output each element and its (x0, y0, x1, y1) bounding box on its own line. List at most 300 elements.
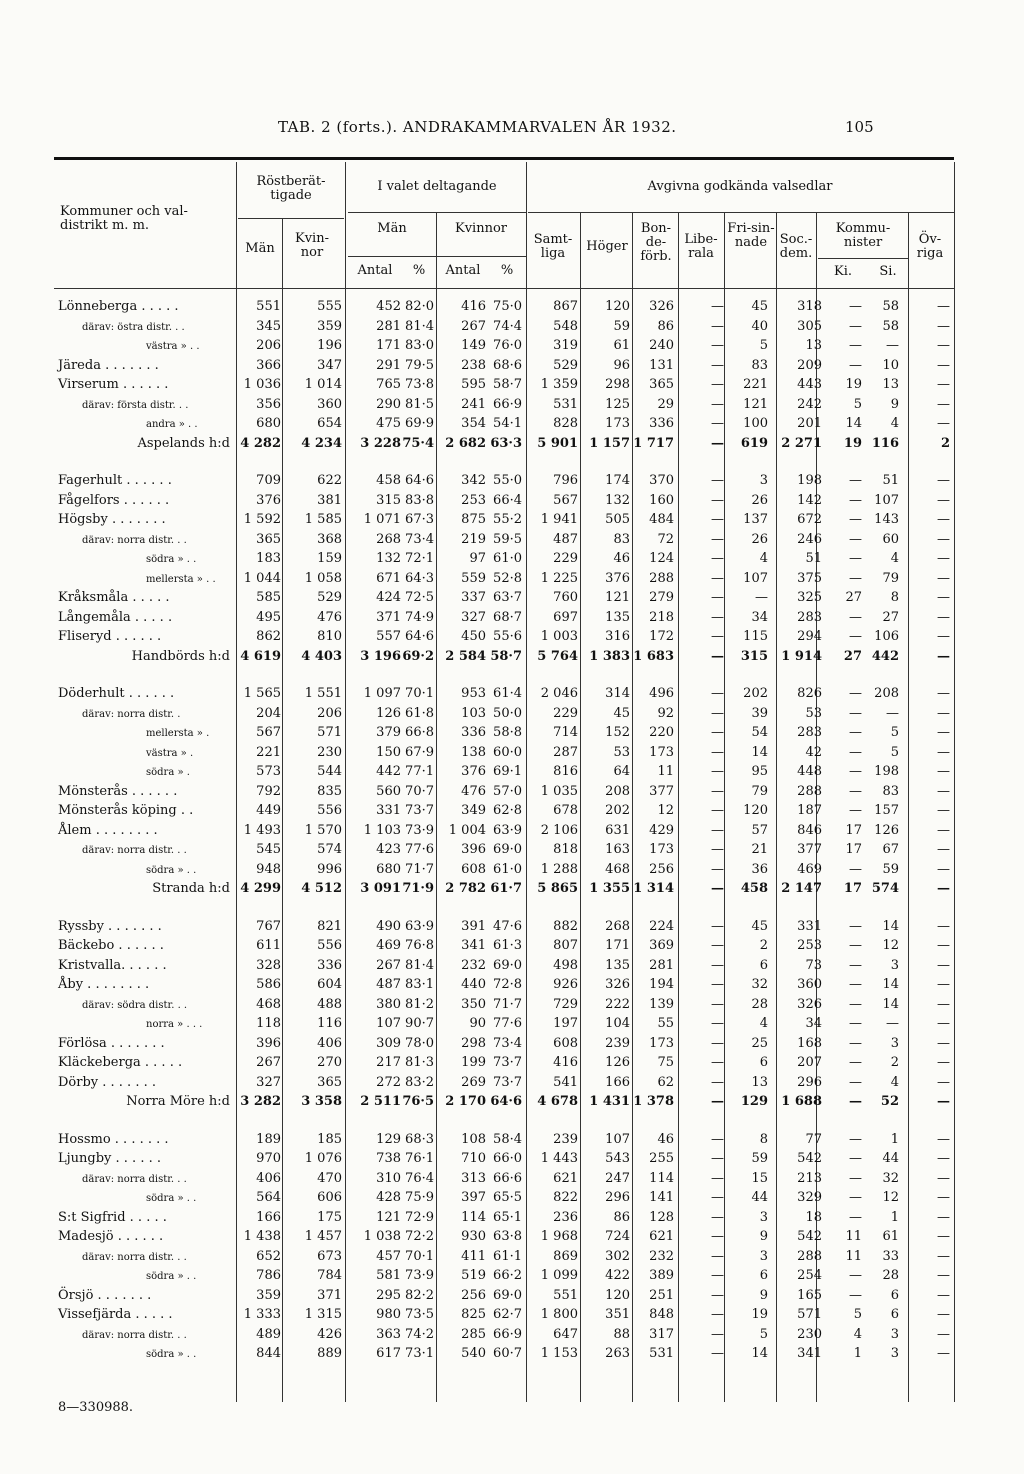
cell-value: — (937, 590, 950, 605)
cell-value: 574 (871, 881, 899, 896)
cell-value: 60·0 (493, 744, 522, 760)
cell-value: — (711, 803, 724, 818)
cell-value: 86 (613, 1209, 630, 1225)
cell-value: — (849, 1190, 862, 1205)
cell-value: 581 (376, 1268, 401, 1283)
cell-value: 2 (759, 938, 768, 953)
cell-value: 283 (797, 609, 822, 625)
cell-value: 365 (256, 531, 281, 547)
cell-value: 103 (461, 705, 486, 721)
group-spacer (54, 453, 954, 471)
cell-value: 13 (805, 338, 822, 353)
cell-value: 68·7 (493, 609, 522, 625)
cell-value: 10 (882, 357, 899, 373)
cell-value: 1 071 (363, 512, 401, 527)
cell-value: — (711, 977, 724, 992)
cell-value: 270 (317, 1055, 342, 1070)
cell-value: — (711, 1131, 724, 1147)
cell-value: 165 (797, 1287, 822, 1303)
cell-value: — (711, 686, 724, 701)
cell-value: 115 (743, 629, 768, 644)
row-label: södra » . . (146, 864, 197, 876)
row-label: Handbörds h:d (131, 648, 230, 664)
cell-value: 66·4 (493, 492, 522, 508)
cell-value: 124 (649, 551, 674, 566)
cell-value: — (711, 783, 724, 799)
cell-value: 341 (461, 938, 486, 953)
cell-value: 487 (376, 977, 401, 992)
cell-value: 279 (649, 590, 674, 605)
table-row (54, 1325, 954, 1345)
cell-value: 55·0 (493, 473, 522, 488)
table-row (54, 723, 954, 743)
cell-value: 65·1 (493, 1209, 522, 1225)
cell-value: — (937, 918, 950, 934)
cell-value: 828 (553, 416, 578, 431)
cell-value: 4 512 (301, 881, 342, 896)
cell-value: 1 717 (633, 435, 674, 451)
cell-value: — (711, 299, 724, 314)
cell-value: 1 153 (540, 1346, 578, 1361)
cell-value: 559 (461, 570, 486, 586)
row-label: Madesjö . . . . . . (58, 1229, 164, 1244)
cell-value: — (711, 1346, 724, 1361)
cell-value: 1 443 (540, 1151, 578, 1166)
cell-value: 171 (376, 338, 401, 353)
cell-value: — (711, 1170, 724, 1186)
row-label: Norra Möre h:d (126, 1094, 230, 1109)
cell-value: 77·6 (493, 1016, 522, 1031)
cell-value: 224 (649, 918, 674, 934)
cell-value: 327 (256, 1074, 281, 1090)
cell-value: — (849, 357, 862, 373)
cell-value: 555 (317, 299, 342, 314)
row-label: Långemåla . . . . . (58, 609, 173, 625)
cell-value: 206 (256, 338, 281, 353)
cell-value: 126 (874, 822, 899, 838)
cell-value: 1 014 (304, 377, 342, 392)
cell-value: — (937, 551, 950, 566)
table-row (54, 743, 954, 763)
cell-value: 848 (649, 1307, 674, 1322)
row-label: därav: norra distr. . . (82, 1173, 187, 1185)
cell-value: 54 (751, 725, 768, 740)
row-label: därav: norra distr. . . (82, 1329, 187, 1341)
cell-value: 345 (256, 318, 281, 334)
cell-value: 57 (751, 822, 768, 838)
cell-value: 2 271 (781, 435, 822, 451)
table-row (54, 588, 954, 608)
cell-value: 470 (317, 1170, 342, 1186)
cell-value: 74·4 (493, 318, 522, 334)
cell-value: 296 (605, 1190, 630, 1205)
cell-value: — (937, 1190, 950, 1205)
cell-value: 564 (256, 1190, 281, 1205)
cell-value: — (886, 1016, 899, 1031)
cell-value: — (755, 590, 768, 605)
cell-value: 79·5 (405, 357, 434, 373)
cell-value: 107 (743, 570, 768, 586)
cell-value: 90 (469, 1016, 486, 1031)
cell-value: 283 (797, 725, 822, 740)
cell-value: 396 (256, 1035, 281, 1051)
cell-value: 160 (649, 492, 674, 508)
cell-value: 498 (553, 957, 578, 973)
cell-value: — (937, 1209, 950, 1225)
cell-value: 476 (461, 783, 486, 799)
cell-value: 95 (751, 764, 768, 779)
cell-value: 25 (751, 1035, 768, 1051)
cell-value: — (937, 957, 950, 973)
col-samtliga: Samt-liga (533, 232, 573, 261)
cell-value: 71·9 (402, 881, 434, 896)
cell-value: 710 (461, 1151, 486, 1166)
group-spacer (54, 666, 954, 684)
cell-value: 371 (376, 609, 401, 625)
cell-value: 72·1 (405, 551, 434, 566)
cell-value: 76·8 (405, 938, 434, 953)
cell-value: — (849, 1055, 862, 1070)
cell-value: 621 (553, 1170, 578, 1186)
cell-value: 269 (461, 1074, 486, 1090)
cell-value: 1 914 (781, 648, 822, 664)
table-row (54, 1266, 954, 1286)
cell-value: 241 (461, 396, 486, 412)
cell-value: — (937, 1094, 950, 1109)
cell-value: — (937, 531, 950, 547)
cell-value: 397 (461, 1190, 486, 1205)
table-row (54, 336, 954, 356)
cell-value: 114 (649, 1170, 674, 1186)
row-label: Förlösa . . . . . . . (58, 1035, 165, 1051)
cell-value: 4 299 (240, 881, 281, 896)
cell-value: 376 (256, 492, 281, 508)
group-spacer (54, 1112, 954, 1130)
cell-value: 12 (882, 938, 899, 953)
cell-value: 120 (743, 803, 768, 818)
table-row (54, 995, 954, 1015)
cell-value: — (937, 357, 950, 373)
cell-value: 17 (845, 842, 862, 857)
cell-value: — (937, 861, 950, 877)
row-label: södra » . . (146, 1349, 197, 1360)
col-pct-man: % (412, 263, 426, 278)
table-row (54, 975, 954, 995)
cell-value: 315 (376, 492, 401, 508)
cell-value: — (711, 842, 724, 857)
row-label: Ljungby . . . . . . (58, 1151, 161, 1166)
cell-value: — (849, 705, 862, 721)
cell-value: 129 (376, 1131, 401, 1147)
cell-value: 121 (743, 396, 768, 412)
cell-value: 65·5 (493, 1190, 522, 1205)
row-label: därav: norra distr. . . (82, 845, 187, 856)
cell-value: 39 (751, 705, 768, 721)
cell-value: 970 (256, 1151, 281, 1166)
cell-value: 315 (740, 648, 768, 664)
cell-value: 449 (256, 803, 281, 818)
cell-value: 1 225 (540, 570, 578, 586)
cell-value: 69·0 (493, 842, 522, 857)
cell-value: 1 968 (540, 1229, 578, 1244)
cell-value: 556 (317, 938, 342, 953)
col-del-kvinnor: Kvinnor (455, 221, 507, 236)
cell-value: — (937, 377, 950, 392)
cell-value: 608 (553, 1035, 578, 1051)
cell-value: 19 (845, 377, 862, 392)
cell-value: 294 (797, 629, 822, 644)
cell-value: — (849, 473, 862, 488)
cell-value: 724 (605, 1229, 630, 1244)
cell-value: — (937, 492, 950, 508)
row-label: Ryssby . . . . . . . (58, 918, 162, 934)
cell-value: 46 (613, 551, 630, 566)
cell-value: 81·4 (405, 318, 434, 334)
cell-value: 75·4 (402, 435, 434, 451)
cell-value: — (849, 918, 862, 934)
cell-value: 209 (797, 357, 822, 373)
cell-value: 5 (890, 725, 899, 740)
cell-value: 457 (376, 1248, 401, 1264)
cell-value: 423 (376, 842, 401, 857)
cell-value: 59 (613, 318, 630, 334)
cell-value: 204 (256, 705, 281, 721)
cell-value: 83·2 (405, 1074, 434, 1090)
cell-value: — (937, 473, 950, 488)
cell-value: 379 (376, 725, 401, 740)
cell-value: 1 551 (304, 686, 342, 701)
cell-value: 729 (553, 996, 578, 1012)
cell-value: 60 (882, 531, 899, 547)
cell-value: — (711, 473, 724, 488)
cell-value: — (849, 744, 862, 760)
col-rule (954, 162, 955, 1402)
cell-value: 129 (740, 1094, 768, 1109)
cell-value: 251 (649, 1287, 674, 1303)
cell-value: 331 (376, 803, 401, 818)
cell-value: 359 (256, 1287, 281, 1303)
cell-value: 19 (843, 435, 862, 451)
cell-value: 574 (317, 842, 342, 857)
cell-value: 116 (871, 435, 899, 451)
cell-value: 66·9 (493, 396, 522, 412)
row-label: Döderhult . . . . . . (58, 686, 175, 701)
cell-value: — (711, 957, 724, 973)
cell-value: 309 (376, 1035, 401, 1051)
cell-value: 4 (890, 416, 899, 431)
cell-value: 673 (317, 1248, 342, 1264)
cell-value: — (937, 977, 950, 992)
cell-value: — (711, 705, 724, 721)
cell-value: 116 (317, 1016, 342, 1031)
cell-value: 64·6 (405, 473, 434, 488)
cell-value: 448 (797, 764, 822, 779)
cell-value: 680 (376, 861, 401, 877)
cell-value: 63·7 (493, 590, 522, 605)
cell-value: 150 (376, 744, 401, 760)
cell-value: — (937, 299, 950, 314)
table-row (54, 549, 954, 569)
cell-value: 807 (553, 938, 578, 953)
col-liberala: Libe-rala (684, 232, 718, 261)
cell-value: 5 901 (537, 435, 578, 451)
cell-value: 72·2 (405, 1229, 434, 1244)
cell-value: 173 (649, 842, 674, 857)
cell-value: 163 (605, 842, 630, 857)
cell-value: 1 103 (363, 822, 401, 838)
cell-value: 376 (461, 764, 486, 779)
cell-value: 557 (376, 629, 401, 644)
cell-value: 3 (890, 1326, 899, 1342)
cell-value: 326 (797, 996, 822, 1012)
cell-value: 416 (553, 1055, 578, 1070)
cell-value: 869 (553, 1248, 578, 1264)
cell-value: — (886, 705, 899, 721)
cell-value: 341 (797, 1346, 822, 1361)
cell-value: 236 (553, 1209, 578, 1225)
cell-value: — (937, 609, 950, 625)
row-label: Dörby . . . . . . . (58, 1074, 156, 1090)
table-row (54, 471, 954, 491)
cell-value: 77·6 (405, 842, 434, 857)
cell-value: 3 228 (360, 435, 401, 451)
cell-value: 844 (256, 1346, 281, 1361)
col-rostberattigade: Röstberät-tigade (256, 174, 326, 203)
cell-value: 4 (759, 1016, 768, 1031)
cell-value: — (937, 1035, 950, 1051)
cell-value: 229 (553, 705, 578, 721)
col-antal-man: Antal (357, 263, 393, 278)
row-label: därav: norra distr. . . (82, 534, 187, 546)
cell-value: 208 (605, 783, 630, 799)
cell-value: 4 (759, 551, 768, 566)
cell-value: — (711, 551, 724, 566)
group-spacer (54, 899, 954, 917)
cell-value: 34 (751, 609, 768, 625)
cell-value: — (711, 531, 724, 547)
cell-value: 4 678 (537, 1094, 578, 1109)
cell-value: 5 (853, 1307, 862, 1322)
cell-value: 1 036 (243, 377, 281, 392)
cell-value: 331 (797, 918, 822, 934)
cell-value: 79 (882, 570, 899, 586)
cell-value: 4 (853, 1326, 862, 1342)
cell-value: 72·8 (493, 977, 522, 992)
cell-value: — (937, 764, 950, 779)
cell-value: 416 (461, 299, 486, 314)
cell-value: 816 (553, 764, 578, 779)
cell-value: 33 (882, 1248, 899, 1264)
cell-value: 1 288 (540, 861, 578, 877)
cell-value: 45 (613, 705, 630, 721)
cell-value: 586 (256, 977, 281, 992)
cell-value: 296 (797, 1074, 822, 1090)
cell-value: 17 (843, 881, 862, 896)
col-deltagande: I valet deltagande (377, 179, 497, 194)
cell-value: 254 (797, 1268, 822, 1283)
cell-value: 27 (845, 590, 862, 605)
cell-value: 396 (461, 842, 486, 857)
cell-value: 83·1 (405, 977, 434, 992)
cell-value: 487 (553, 531, 578, 547)
col-valsedlar: Avgivna godkända valsedlar (647, 179, 833, 194)
table-row (54, 1188, 954, 1208)
cell-value: 3 (759, 1248, 768, 1264)
cell-value: 617 (376, 1346, 401, 1361)
col-socdem: Soc.-dem. (779, 232, 813, 261)
cell-value: 72 (657, 531, 674, 547)
cell-value: 83 (882, 783, 899, 799)
cell-value: 46 (657, 1131, 674, 1147)
cell-value: 67·9 (405, 744, 434, 760)
cell-value: 44 (882, 1151, 899, 1166)
table-row (54, 491, 954, 511)
cell-value: — (849, 1035, 862, 1051)
cell-value: — (711, 725, 724, 740)
cell-value: 336 (317, 957, 342, 973)
cell-value: 28 (882, 1268, 899, 1283)
cell-value: 104 (605, 1016, 630, 1031)
cell-value: 107 (376, 1016, 401, 1031)
cell-value: 62·8 (493, 803, 522, 818)
cell-value: 54·1 (493, 416, 522, 431)
cell-value: 375 (797, 570, 822, 586)
cell-value: 64·6 (490, 1094, 522, 1109)
row-label: därav: östra distr. . . (82, 321, 185, 333)
cell-value: — (849, 1016, 862, 1031)
cell-value: 196 (317, 338, 342, 353)
cell-value: 108 (461, 1131, 486, 1147)
cell-value: 267 (376, 957, 401, 973)
cell-value: 671 (376, 570, 401, 586)
cell-value: — (711, 1151, 724, 1166)
cell-value: — (937, 1307, 950, 1322)
cell-value: 14 (882, 918, 899, 934)
cell-value: — (849, 1268, 862, 1283)
cell-value: 208 (874, 686, 899, 701)
cell-value: 543 (605, 1151, 630, 1166)
row-label: södra » . . (146, 1271, 197, 1282)
cell-value: 26 (751, 531, 768, 547)
cell-value: — (937, 996, 950, 1012)
cell-value: 619 (740, 435, 768, 451)
cell-value: 326 (649, 299, 674, 314)
cell-value: 585 (256, 590, 281, 605)
cell-value: 206 (317, 705, 342, 721)
cell-value: 647 (553, 1326, 578, 1342)
table-row (54, 936, 954, 956)
cell-value: 58·4 (493, 1131, 522, 1147)
cell-value: 69·0 (493, 957, 522, 973)
cell-value: — (937, 629, 950, 644)
cell-value: 291 (376, 357, 401, 373)
cell-value: 58·7 (490, 648, 522, 664)
cell-value: 64·3 (405, 570, 434, 586)
cell-value: — (937, 1268, 950, 1283)
cell-value: 173 (649, 744, 674, 760)
cell-value: 3 358 (301, 1094, 342, 1109)
cell-value: 207 (797, 1055, 822, 1070)
table-row (54, 684, 954, 704)
cell-value: — (849, 996, 862, 1012)
cell-value: 267 (256, 1055, 281, 1070)
row-label: Örsjö . . . . . . . (58, 1287, 152, 1303)
cell-value: 496 (649, 686, 674, 701)
cell-value: 58·8 (493, 725, 522, 740)
cell-value: 14 (882, 996, 899, 1012)
cell-value: 738 (376, 1151, 401, 1166)
col-rost-man: Män (245, 241, 275, 256)
